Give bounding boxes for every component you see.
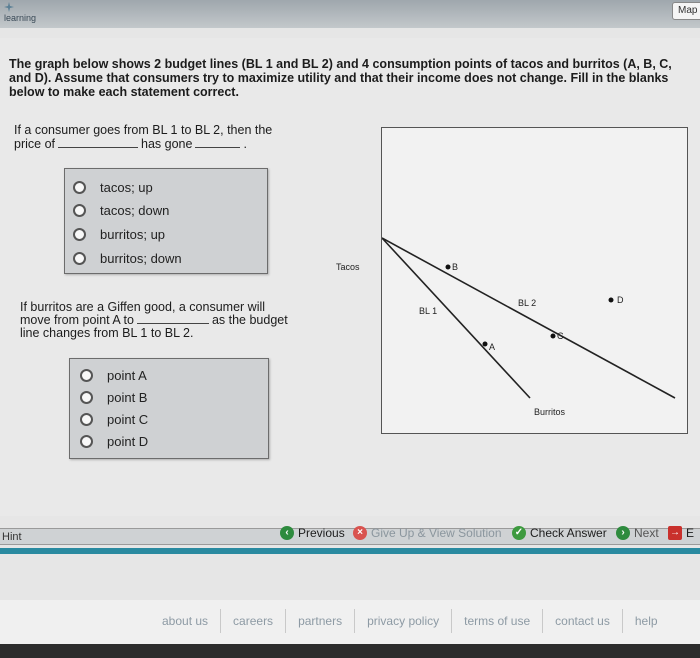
exit-label: E xyxy=(686,526,695,540)
choice-label: burritos; up xyxy=(100,226,166,242)
choice-tacos-down[interactable] xyxy=(73,201,169,219)
check-label: Check Answer xyxy=(530,526,607,540)
bottom-bar xyxy=(0,644,700,658)
footer-link-terms[interactable]: terms of use xyxy=(451,609,542,633)
footer-link-help[interactable]: help xyxy=(622,609,670,633)
statement-2 xyxy=(20,301,330,340)
footer-link-careers[interactable]: careers xyxy=(220,609,285,633)
give-up-label: Give Up & View Solution xyxy=(371,526,502,540)
choice-group-1 xyxy=(64,168,268,274)
point-d-marker xyxy=(609,298,614,303)
footer-link-about[interactable]: about us xyxy=(162,614,209,628)
x-axis-label: Burritos xyxy=(534,407,566,417)
check-icon: ✓ xyxy=(512,526,526,540)
previous-button[interactable] xyxy=(280,523,345,543)
statement-2-line-3: line changes from BL 1 to BL 2. xyxy=(20,326,194,340)
next-label: Next xyxy=(634,526,659,540)
y-axis-label-svg xyxy=(330,258,380,278)
choice-point-b[interactable] xyxy=(80,388,147,406)
statement-1-middle: has gone xyxy=(141,137,193,151)
point-b-label: B xyxy=(452,262,459,272)
statement-1 xyxy=(14,123,324,151)
radio-button[interactable] xyxy=(73,204,86,217)
statement-1-prefix: price of xyxy=(14,137,55,151)
bl1-label: BL 1 xyxy=(419,306,438,316)
radio-button[interactable] xyxy=(80,391,93,404)
choice-label: tacos; up xyxy=(100,179,153,195)
budget-line-2 xyxy=(382,238,675,398)
statement-1-line-1: If a consumer goes from BL 1 to BL 2, then the xyxy=(14,123,273,137)
statement-1-line-2 xyxy=(14,137,324,151)
choice-burritos-down[interactable] xyxy=(73,249,182,267)
radio-button[interactable] xyxy=(80,435,93,448)
choice-label: tacos; down xyxy=(100,202,170,218)
statement-2-line-1: If burritos are a Giffen good, a consumer will xyxy=(20,300,266,314)
footer-link-contact[interactable]: contact us xyxy=(542,609,622,633)
give-up-button[interactable] xyxy=(353,523,502,543)
footer-links xyxy=(150,609,670,633)
bl2-label: BL 2 xyxy=(518,298,537,308)
point-a-label: A xyxy=(489,342,496,352)
top-bar xyxy=(0,0,700,28)
question-panel xyxy=(0,38,700,516)
previous-icon: ‹ xyxy=(280,526,294,540)
point-c-label: C xyxy=(557,331,564,341)
radio-button[interactable] xyxy=(80,413,93,426)
budget-graph xyxy=(381,127,688,434)
brand-name: learning xyxy=(4,13,37,23)
choice-label: point D xyxy=(107,433,149,449)
choice-group-2 xyxy=(69,358,269,459)
question-text: The graph below shows 2 budget lines (BL 1 and BL 2) and 4 consumption points of tacos and burritos (A, B, C, and D). Assume that consumers try to maximize utility and that their income does not change. Fill in the blanks below to make each statement correct. xyxy=(9,57,672,99)
statement-2-prefix: move from point A to xyxy=(20,313,134,327)
blank-2 xyxy=(195,138,240,148)
point-c-marker xyxy=(551,334,556,339)
choice-label: point C xyxy=(107,411,149,427)
choice-label: point A xyxy=(107,367,147,383)
choice-label: burritos; down xyxy=(100,250,182,266)
budget-graph-svg xyxy=(382,128,689,435)
statement-2-suffix: as the budget xyxy=(211,313,288,327)
choice-burritos-up[interactable] xyxy=(73,225,165,243)
y-axis-label: Tacos xyxy=(336,262,360,272)
hint-label[interactable]: Hint xyxy=(2,531,22,543)
radio-button[interactable] xyxy=(73,181,86,194)
footer-link-partners[interactable]: partners xyxy=(285,609,354,633)
blank-1 xyxy=(58,138,138,148)
radio-button[interactable] xyxy=(73,252,86,265)
brand-logo-icon xyxy=(4,2,14,12)
statement-1-suffix: . xyxy=(243,137,247,151)
map-button[interactable]: Map xyxy=(672,2,700,20)
previous-label: Previous xyxy=(298,526,345,540)
exit-icon: → xyxy=(670,527,680,538)
next-button[interactable] xyxy=(616,523,659,543)
next-icon: › xyxy=(616,526,630,540)
check-answer-button[interactable] xyxy=(512,523,607,543)
choice-point-c[interactable] xyxy=(80,410,148,428)
choice-point-a[interactable] xyxy=(80,366,147,384)
radio-button[interactable] xyxy=(80,369,93,382)
point-d-label: D xyxy=(617,295,624,305)
point-a-marker xyxy=(483,342,488,347)
exit-button[interactable] xyxy=(668,523,694,543)
choice-label: point B xyxy=(107,389,148,405)
choice-tacos-up[interactable] xyxy=(73,178,153,196)
accent-strip xyxy=(0,548,700,554)
radio-button[interactable] xyxy=(73,228,86,241)
point-b-marker xyxy=(446,265,451,270)
blank-3 xyxy=(137,314,209,324)
footer-link-privacy[interactable]: privacy policy xyxy=(354,609,451,633)
choice-point-d[interactable] xyxy=(80,432,148,450)
give-up-icon: × xyxy=(353,526,367,540)
